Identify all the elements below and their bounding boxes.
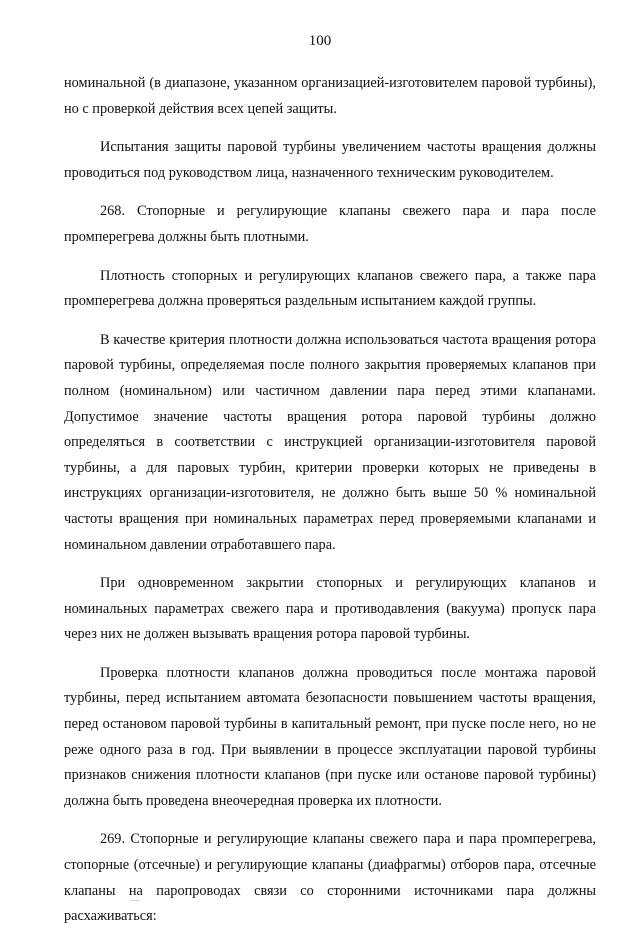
paragraph-check-schedule: Проверка плотности клапанов должна проводиться после монтажа паровой турбины, перед испытанием автомата безопасности повышением частоты вращения, перед остановом паровой турбины в капитальный ремонт, при пуске после него, но не реже одного раза в год. При выявлении в процессе эксплуатации паровой турбины признаков снижения плотности клапанов (при пуске или останове паровой турбины) должна быть проведена внеочередная проверка их плотности. <box>64 664 596 809</box>
paragraph-continuation: номинальной (в диапазоне, указанном организацией-изготовителем паровой турбины), но с проверкой действия всех цепей защиты. <box>64 75 596 117</box>
paragraph-simultaneous-closing: При одновременном закрытии стопорных и регулирующих клапанов и номинальных параметрах свежего пара и противодавления (вакуума) пропуск пара через них не должен вызывать вращения ротора паровой турбины. <box>64 575 596 643</box>
paragraph-clause-269: 269. Стопорные и регулирующие клапаны свежего пара и пара промперегрева, стопорные (отсечные) и регулирующие клапаны (диафрагмы) отборов пара, отсечные клапаны на паропроводах связи со сторонними источниками пара должны расхаживаться: <box>64 831 596 925</box>
document-body <box>64 71 596 943</box>
paragraph-tightness-check: Плотность стопорных и регулирующих клапанов свежего пара, а также пара промперегрева должна проверяться раздельным испытанием каждой группы. <box>64 267 596 310</box>
page-number: 100 <box>308 33 332 49</box>
paragraph-test-supervision: Испытания защиты паровой турбины увеличением частоты вращения должны проводиться под руководством лица, назначенного техническим руководителем. <box>64 139 596 181</box>
paragraph-criteria: В качестве критерия плотности должна использоваться частота вращения ротора паровой турбины, определяемая после полного закрытия проверяемых клапанов при полном (номинальном) или частичном давлении пара перед этими клапанами. Допустимое значение частоты вращения ротора паровой турбины должно определяться в соответствии с инструкцией организации-изготовителя паровой турбины, а для паровых турбин, критерии проверки которых не приведены в инструкциях организации-изготовителя, не должно быть выше 50 % номинальной частоты вращения при номинальных параметрах перед проверяемыми клапанами и номинальном давлении отработавшего пара. <box>64 331 596 553</box>
scan-artifact <box>130 900 140 901</box>
paragraph-clause-268: 268. Стопорные и регулирующие клапаны свежего пара и пара после промперегрева должны быть плотными. <box>64 203 596 245</box>
